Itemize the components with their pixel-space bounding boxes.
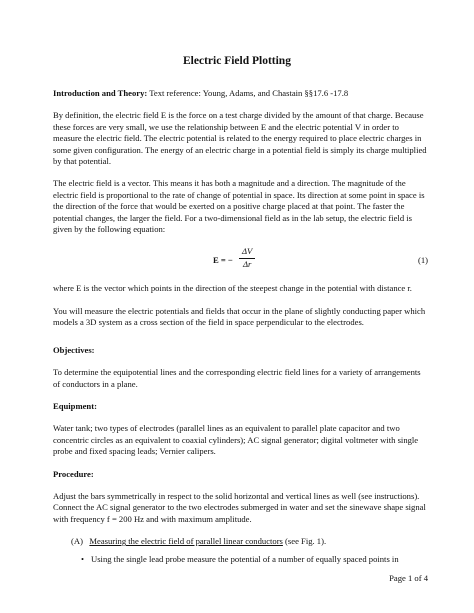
item-a-ref: (see Fig. 1).	[282, 536, 327, 547]
field-equation	[53, 246, 428, 276]
equipment-heading: Equipment:	[53, 400, 97, 411]
equation-denominator: Δr	[242, 258, 252, 269]
equation-lhs: E = −	[213, 255, 233, 266]
procedure-line-1: Adjust the bars symmetrically in respect to the solid horizontal and vertical lines as well (see instructions).	[53, 490, 420, 501]
equation-number: (1)	[417, 255, 428, 266]
equation-fraction	[239, 246, 255, 270]
where-paragraph: where E is the vector which points in the direction of the steepest change in the potential with distance r.	[53, 283, 412, 294]
procedure-heading: Procedure:	[53, 468, 94, 479]
measure-paragraph: You will measure the electric potentials and fields that occur in the plane of slightly conducting paper which models a 3D system as a cross section of the field in space perpendicular to the electrodes.	[53, 305, 426, 328]
item-a-label: (A)	[71, 536, 83, 547]
objectives-text: To determine the equipotential lines and the corresponding electric field lines for a variety of arrangements of conductors in a plane.	[53, 367, 421, 389]
objectives-heading: Objectives:	[53, 344, 95, 355]
procedure-line-2: Connect the AC signal generator to the two electrodes submerged in water and set the sinewave shape signal with frequency f = 200 Hz and with maximum amplitude.	[53, 502, 426, 524]
item-a-text: Measuring the electric field of parallel linear conductors	[89, 536, 283, 547]
vector-paragraph: The electric field is a vector. This means it has both a magnitude and a direction. The magnitude of the electric field is proportional to the rate of change of potential in space. Its direction at some point in space is the direction of the force that would be exerted on a positive charge placed at that point. The faster the potential changes, the larger the field. For a two-dimensional field as in the lab setup, the electric field is given by the following equation:	[53, 178, 425, 235]
procedure-bullet-1: • Using the single lead probe measure the potential of a number of equally spaced points in	[53, 554, 428, 565]
equation-numerator: ΔV	[239, 246, 255, 258]
procedure-item-a	[53, 536, 428, 547]
equipment-text: Water tank; two types of electrodes (parallel lines as an equivalent to parallel plate capacitor and two concentric circles as an equivalent to coaxial cylinders); AC signal generator; digital voltmeter with single probe and fixed spacing leads; Vernier calipers.	[53, 423, 419, 457]
definition-paragraph: By definition, the electric field E is the force on a test charge divided by the amount of that charge. Because these forces are very small, we use the relationship between E and the electric potential V in order to measure the electric field. The electric potential is related to the energy required to place electric charges in some given configuration. The energy of an electric charge in a potential field is simply its charge multiplied by that potential.	[53, 110, 427, 167]
intro-heading: Introduction and Theory:	[53, 88, 148, 98]
intro-paragraph	[53, 88, 428, 99]
document-body	[53, 88, 428, 565]
page-footer: Page 1 of 4	[389, 573, 428, 583]
intro-reference: Text reference: Young, Adams, and Chastain §§17.6 -17.8	[149, 88, 349, 98]
page-title: Electric Field Plotting	[183, 55, 291, 67]
